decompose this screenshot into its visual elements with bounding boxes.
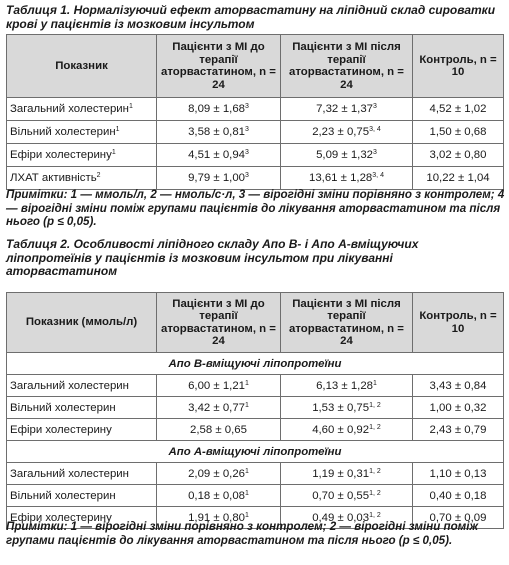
- row-label: Загальний холестерин: [7, 463, 157, 485]
- cell-control: 10,22 ± 1,04: [413, 167, 504, 190]
- cell-before: $2,09 \pm 0,26^1$: [157, 463, 281, 485]
- group-header-row: [7, 353, 504, 375]
- table-row: [7, 485, 504, 507]
- cell-control: 3,02 ± 0,80: [413, 144, 504, 167]
- cell-after: $4,60 \pm 0,92^{1, 2}$: [281, 419, 413, 441]
- cell-after: $0,49 \pm 0,03^{1, 2}$: [281, 507, 413, 529]
- table2: [6, 292, 504, 529]
- row-label: Вільний холестерин: [7, 485, 157, 507]
- table1: [6, 34, 504, 190]
- cell-after: $1,53 \pm 0,75^{1, 2}$: [281, 397, 413, 419]
- cell-before: $3,58 \pm 0,81^3$: [157, 121, 281, 144]
- cell-control: 4,52 ± 1,02: [413, 98, 504, 121]
- table2-header-before: Пацієнти з МІ до терапії аторвастатином, n = 24: [157, 293, 281, 353]
- table2-header-indicator: Показник (ммоль/л): [7, 293, 157, 353]
- table2-note: Примітки: 1 — вірогідні зміни порівняно з контролем; 2 — вірогідні зміни поміж групами пацієнтів до лікування аторвастатином та після нього (р ≤ 0,05).: [6, 520, 479, 547]
- table-row: [7, 375, 504, 397]
- table2-header-after: Пацієнти з МІ після терапії аторвастатином, n = 24: [281, 293, 413, 353]
- cell-before: $6,00 \pm 1,21^1$: [157, 375, 281, 397]
- table1-header-after: Пацієнти з МІ після терапії аторвастатином, n = 24: [281, 35, 413, 98]
- table1-caption: Таблиця 1. Нормалізуючий ефект аторвастатину на ліпідний склад сироватки крові у пацієнтів із мозковим інсультом: [6, 3, 496, 31]
- table-row: [7, 144, 504, 167]
- cell-after: $1,19 \pm 0,31^{1, 2}$: [281, 463, 413, 485]
- table-row: [7, 98, 504, 121]
- cell-control: 0,40 ± 0,18: [413, 485, 504, 507]
- row-label: Вільний холестерин$^1$: [7, 121, 157, 144]
- cell-before: $3,42 \pm 0,77^1$: [157, 397, 281, 419]
- row-label: Ефіри холестерину: [7, 419, 157, 441]
- cell-after: $2,23 \pm 0,75^{3, 4}$: [281, 121, 413, 144]
- row-label: Загальний холестерин: [7, 375, 157, 397]
- table1-header-before: Пацієнти з МІ до терапії аторвастатином, n = 24: [157, 35, 281, 98]
- cell-before: $9,79 \pm 1,00^3$: [157, 167, 281, 190]
- cell-control: 0,70 ± 0,09: [413, 507, 504, 529]
- cell-before: $4,51 \pm 0,94^3$: [157, 144, 281, 167]
- cell-after: $13,61 \pm 1,28^{3, 4}$: [281, 167, 413, 190]
- table-row: [7, 167, 504, 190]
- cell-after: $6,13 \pm 1,28^1$: [281, 375, 413, 397]
- table1-header-indicator: Показник: [7, 35, 157, 98]
- table2-header-control: Контроль, n = 10: [413, 293, 504, 353]
- table1-note: Примітки: 1 — ммоль/л, 2 — нмоль/с·л, 3 — вірогідні зміни порівняно з контролем; 4 — вірогідні зміни поміж групами пацієнтів до лікування аторвастатином та після нього (р ≤ 0,05).: [6, 188, 505, 228]
- cell-control: 3,43 ± 0,84: [413, 375, 504, 397]
- row-label: Ефіри холестерину$^1$: [7, 144, 157, 167]
- cell-before: $0,18 \pm 0,08^1$: [157, 485, 281, 507]
- group-title: Апо А-вміщуючі ліпопротеїни: [7, 441, 504, 463]
- table-row: [7, 419, 504, 441]
- table-row: [7, 397, 504, 419]
- cell-control: 1,00 ± 0,32: [413, 397, 504, 419]
- cell-before: $8,09 \pm 1,68^3$: [157, 98, 281, 121]
- cell-control: 2,43 ± 0,79: [413, 419, 504, 441]
- cell-control: 1,50 ± 0,68: [413, 121, 504, 144]
- cell-before: $1,91 \pm 0,80^1$: [157, 507, 281, 529]
- cell-control: 1,10 ± 0,13: [413, 463, 504, 485]
- cell-before: 2,58 ± 0,65: [157, 419, 281, 441]
- table1-header-row: [7, 35, 504, 98]
- cell-after: $5,09 \pm 1,32^3$: [281, 144, 413, 167]
- row-label: Загальний холестерин$^1$: [7, 98, 157, 121]
- group-header-row: [7, 441, 504, 463]
- table2-header-row: [7, 293, 504, 353]
- cell-after: $7,32 \pm 1,37^3$: [281, 98, 413, 121]
- row-label: Вільний холестерин: [7, 397, 157, 419]
- cell-after: $0,70 \pm 0,55^{1, 2}$: [281, 485, 413, 507]
- table2-caption: Таблиця 2. Особливості ліпідного складу Апо В- і Апо А-вміщуючих ліпопротеїнів у пацієнтів із мозковим інсультом при лікуванні аторвастатином: [6, 237, 419, 278]
- row-label: Ефіри холестерину: [7, 507, 157, 529]
- table1-header-control: Контроль, n = 10: [413, 35, 504, 98]
- table-row: [7, 463, 504, 485]
- group-title: Апо В-вміщуючі ліпопротеїни: [7, 353, 504, 375]
- table-row: [7, 121, 504, 144]
- row-label: ЛХАТ активність$^2$: [7, 167, 157, 190]
